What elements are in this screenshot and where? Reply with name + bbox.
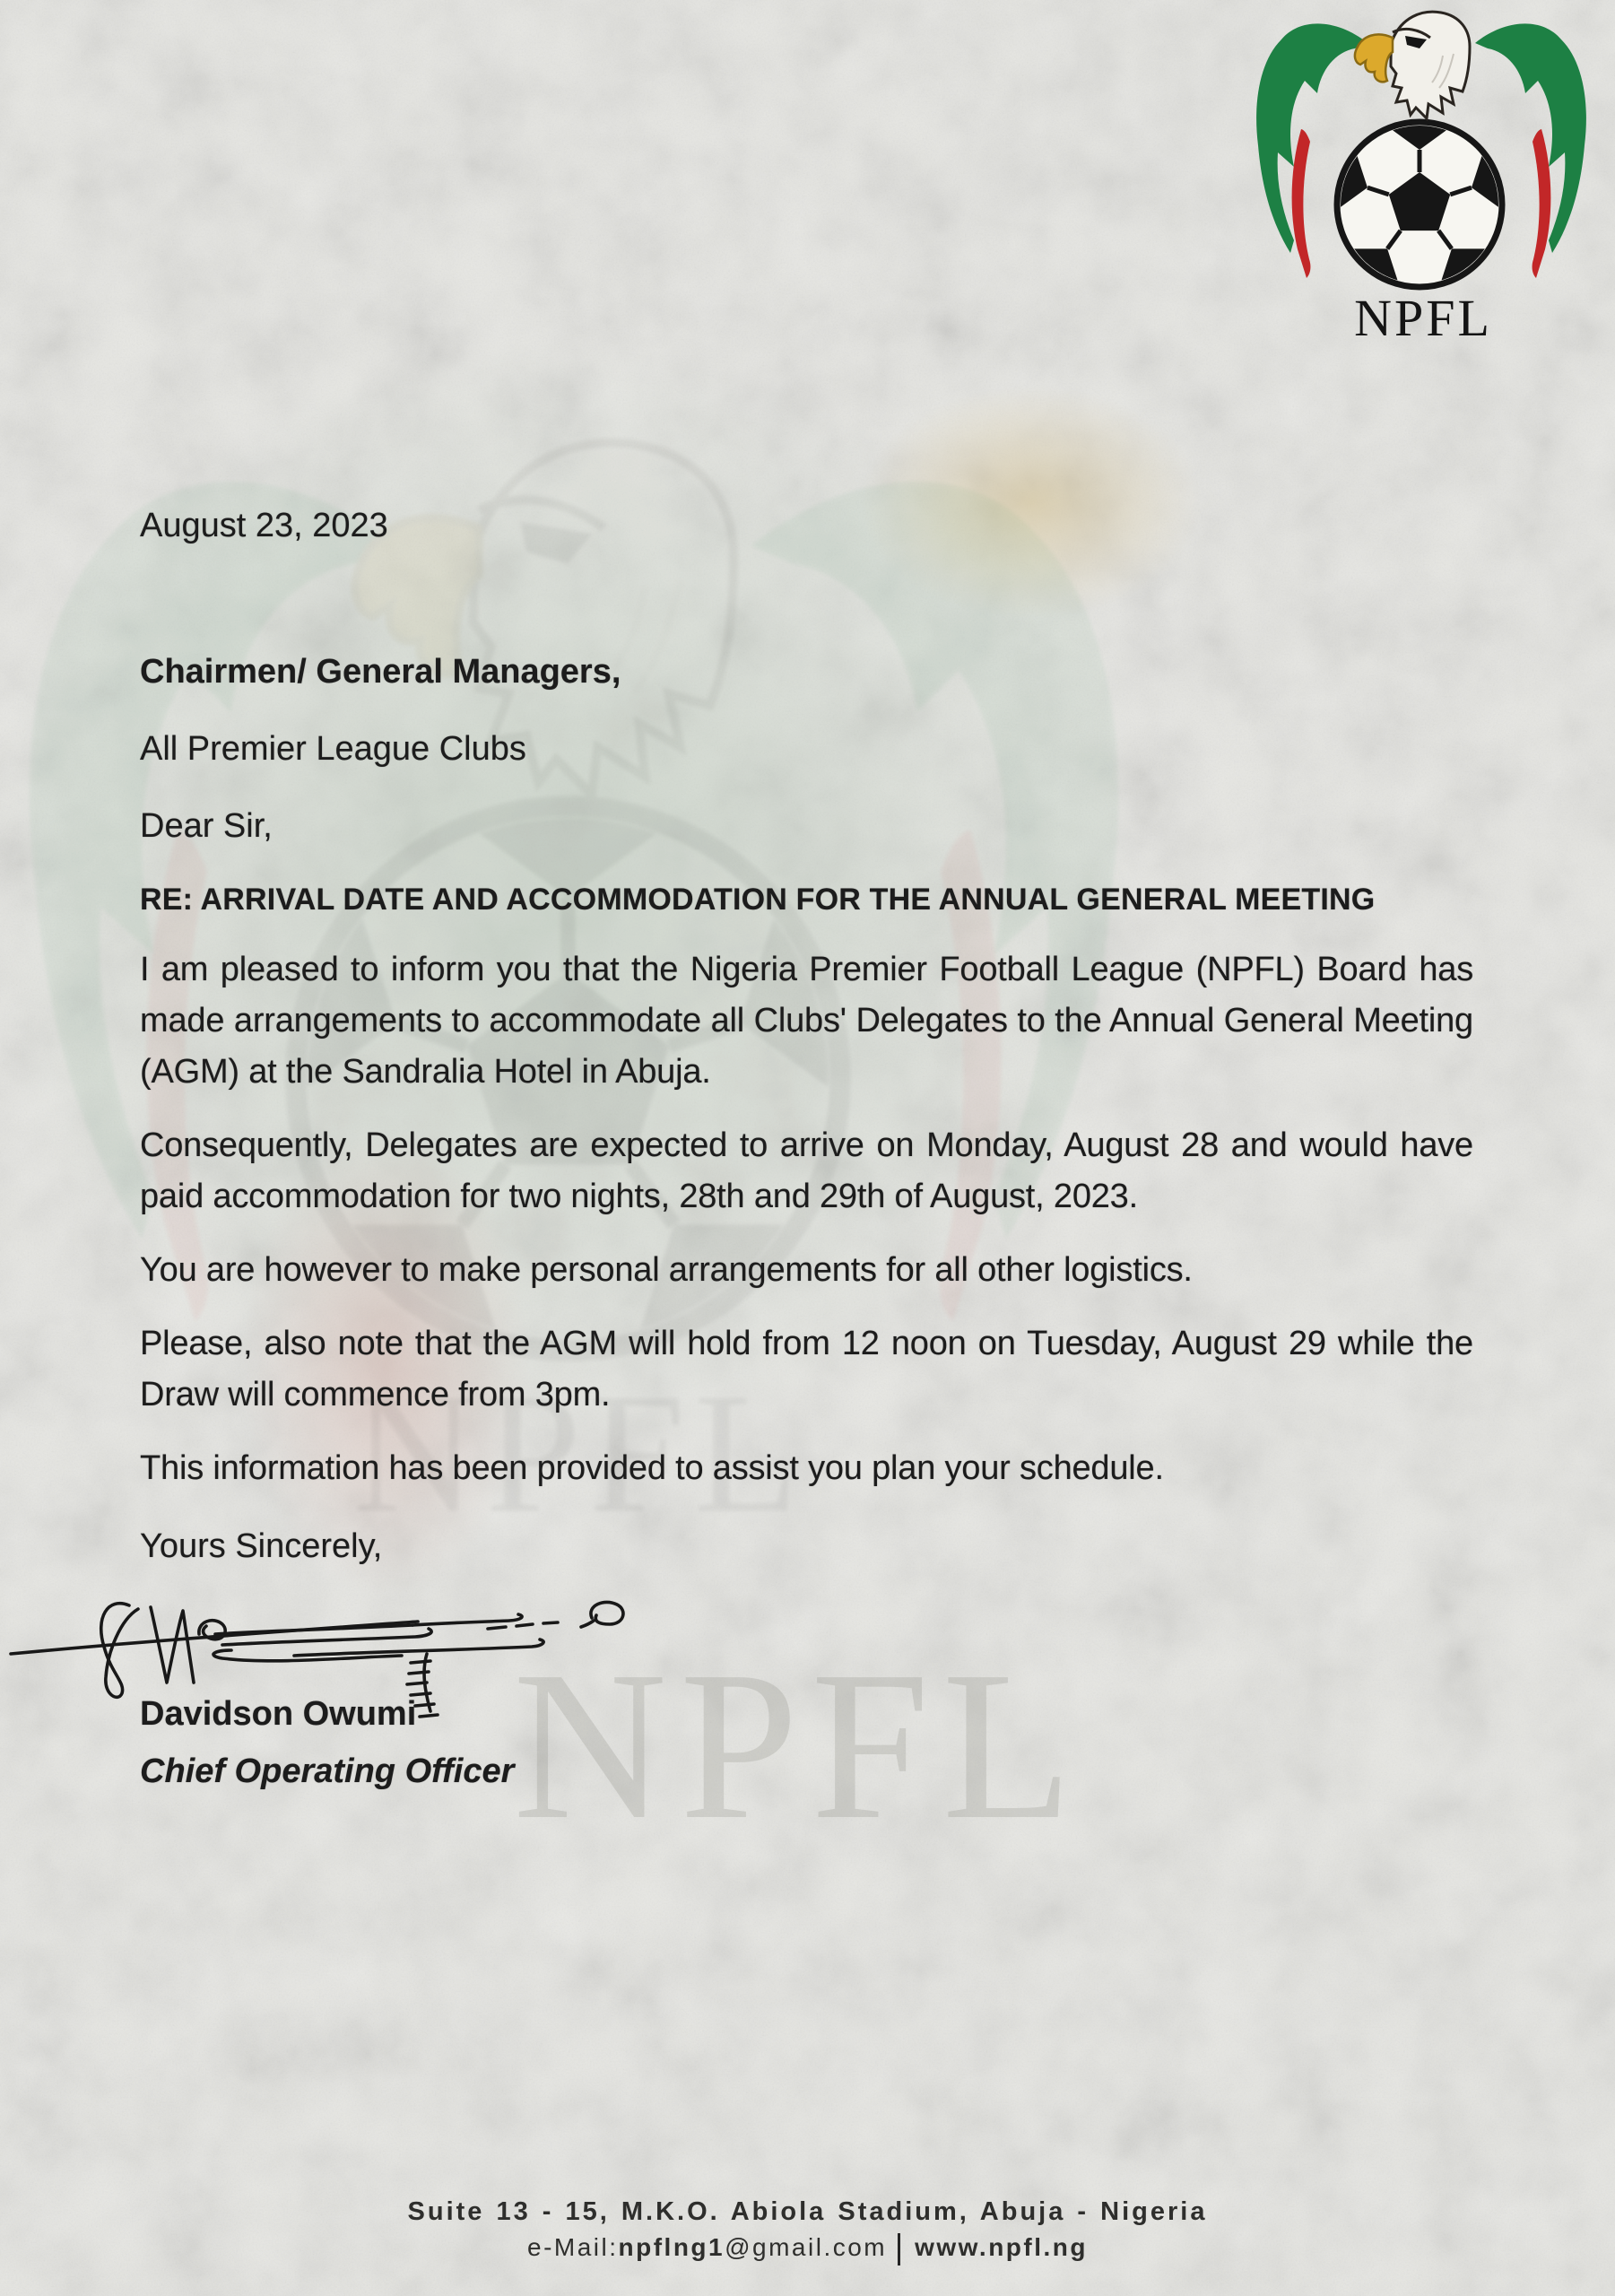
footer-divider-bar — [898, 2233, 900, 2266]
footer — [0, 2194, 1615, 2266]
letter-body — [140, 944, 1473, 1517]
email-user: npflng1 — [618, 2233, 725, 2261]
body-paragraph: I am pleased to inform you that the Nigeria Premier Football League (NPFL) Board has made arrangements to accommodate all Clubs' Delegates to the Annual General Meeting (AGM) at the Sandralia Hotel in Abuja. — [140, 951, 1473, 1091]
body-paragraph: This information has been provided to assist you plan your schedule. — [140, 1449, 1164, 1487]
npfl-crest-logo — [1242, 5, 1601, 346]
eagle-icon — [1355, 12, 1470, 118]
footer-contact-line — [0, 2230, 1615, 2266]
watermark-npfl-text: NPFL — [513, 1628, 1085, 1864]
recipient-org-line: All Premier League Clubs — [140, 730, 526, 768]
signatory-title: Chief Operating Officer — [140, 1752, 515, 1790]
signatory-name: Davidson Owumi — [140, 1695, 417, 1733]
website-url: www.npfl.ng — [915, 2233, 1088, 2261]
body-paragraph: You are however to make personal arrangements for all other logistics. — [140, 1251, 1193, 1289]
recipient-role-line: Chairmen/ General Managers, — [140, 653, 621, 691]
logo-wordmark: NPFL — [1354, 289, 1492, 346]
salutation: Dear Sir, — [140, 807, 273, 845]
subject-line: RE: ARRIVAL DATE AND ACCOMMODATION FOR THE ANNUAL GENERAL MEETING — [140, 883, 1376, 917]
email-domain: @gmail.com — [725, 2233, 888, 2261]
body-paragraph: Consequently, Delegates are expected to arrive on Monday, August 28 and would have paid accommodation for two nights, 28th and 29th of August, 2023. — [140, 1126, 1473, 1215]
closing-line: Yours Sincerely, — [140, 1527, 383, 1565]
email-label: e-Mail: — [527, 2233, 619, 2261]
date-line: August 23, 2023 — [140, 507, 388, 544]
body-paragraph: Please, also note that the AGM will hold from 12 noon on Tuesday, August 29 while the Draw will commence from 3pm. — [140, 1325, 1473, 1413]
footer-address-line: Suite 13 - 15, M.K.O. Abiola Stadium, Abuja - Nigeria — [407, 2197, 1208, 2226]
soccer-ball-icon — [1307, 95, 1533, 311]
